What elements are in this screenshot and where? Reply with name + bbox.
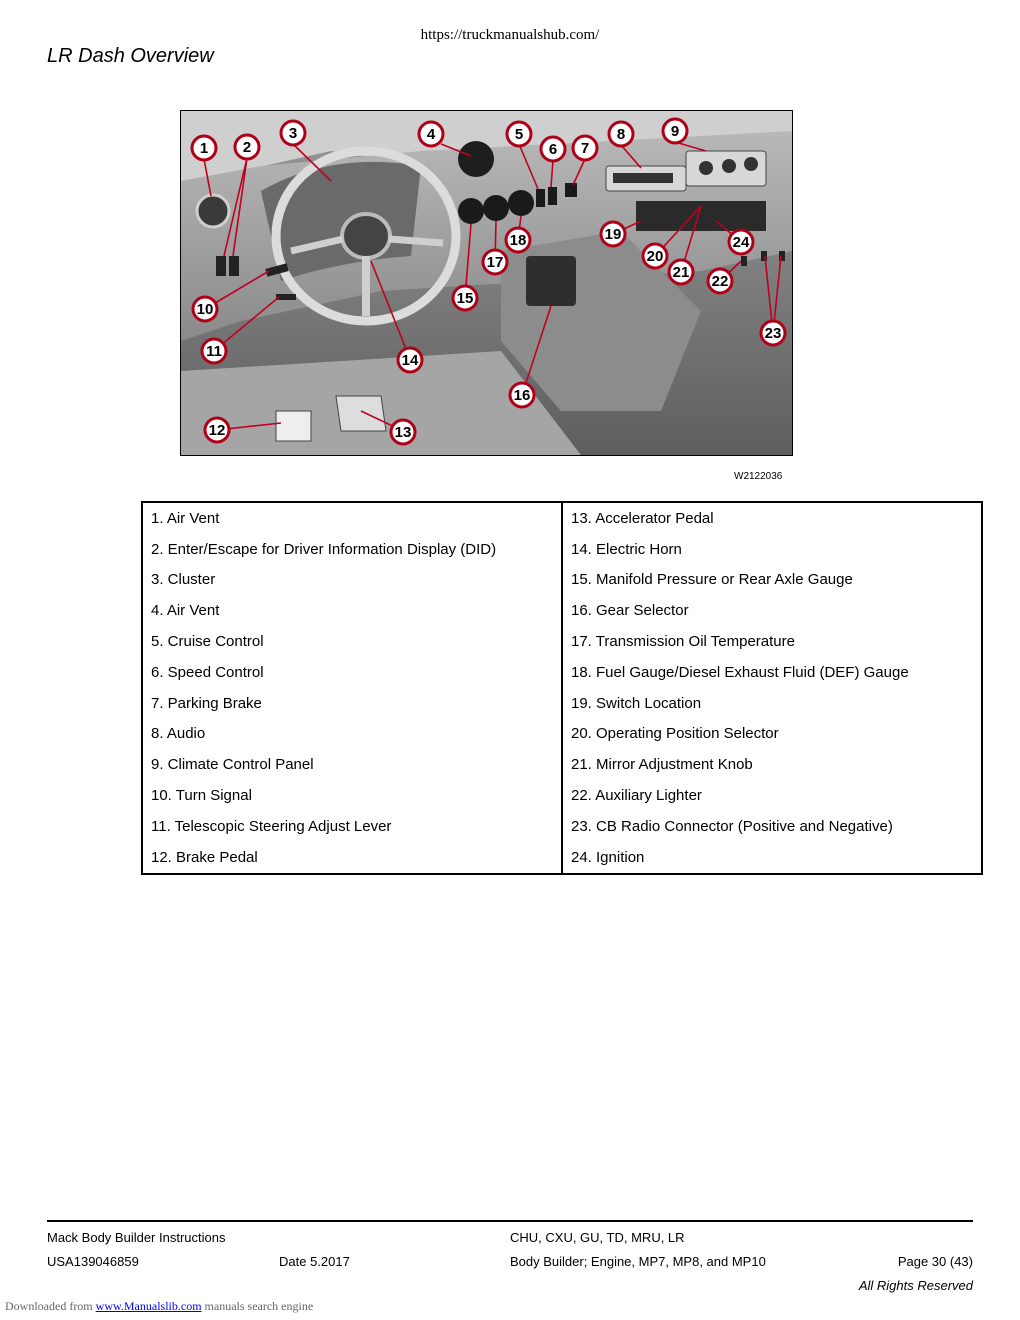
callout-20 xyxy=(643,244,667,268)
callout-9 xyxy=(663,119,687,143)
callout-4 xyxy=(419,122,443,146)
callout-5 xyxy=(507,122,531,146)
callout-8 xyxy=(609,122,633,146)
table-row xyxy=(142,719,982,750)
legend-item: 20. Operating Position Selector xyxy=(562,719,982,750)
svg-text:12: 12 xyxy=(208,422,226,439)
callout-13 xyxy=(391,420,415,444)
callout-19 xyxy=(601,222,625,246)
svg-text:14: 14 xyxy=(401,352,419,369)
svg-text:13: 13 xyxy=(394,424,412,441)
callout-22 xyxy=(708,269,732,293)
legend-item: 10. Turn Signal xyxy=(142,780,562,811)
legend-item: 14. Electric Horn xyxy=(562,534,982,565)
footer-rights: All Rights Reserved xyxy=(858,1278,973,1293)
svg-text:5: 5 xyxy=(514,126,524,143)
legend-item: 2. Enter/Escape for Driver Information Display (DID) xyxy=(142,534,562,565)
svg-text:15: 15 xyxy=(456,290,474,307)
manualslib-link[interactable]: www.Manualslib.com xyxy=(95,1299,202,1313)
legend-item: 23. CB Radio Connector (Positive and Negative) xyxy=(562,811,982,842)
table-row xyxy=(142,842,982,874)
callout-7 xyxy=(573,136,597,160)
svg-text:18: 18 xyxy=(509,232,527,249)
legend-item: 9. Climate Control Panel xyxy=(142,749,562,780)
figure-id: W2122036 xyxy=(734,471,783,482)
download-note xyxy=(5,1299,313,1314)
svg-text:8: 8 xyxy=(616,126,626,143)
legend-item: 21. Mirror Adjustment Knob xyxy=(562,749,982,780)
download-prefix: Downloaded from xyxy=(5,1299,96,1313)
footer-subject: Body Builder; Engine, MP7, MP8, and MP10 xyxy=(510,1254,766,1269)
source-url[interactable]: https://truckmanualshub.com/ xyxy=(420,27,600,43)
legend-table xyxy=(141,501,983,875)
callout-1 xyxy=(192,136,216,160)
footer-date: Date 5.2017 xyxy=(279,1254,350,1269)
callout-11 xyxy=(202,339,226,363)
svg-text:16: 16 xyxy=(513,387,531,404)
legend-item: 8. Audio xyxy=(142,719,562,750)
callout-23 xyxy=(761,321,785,345)
table-row xyxy=(142,502,982,534)
svg-text:19: 19 xyxy=(604,226,622,243)
legend-item: 3. Cluster xyxy=(142,565,562,596)
svg-text:2: 2 xyxy=(242,139,252,156)
table-row xyxy=(142,749,982,780)
table-row xyxy=(142,657,982,688)
callout-3 xyxy=(281,121,305,145)
table-row xyxy=(142,565,982,596)
legend-item: 15. Manifold Pressure or Rear Axle Gauge xyxy=(562,565,982,596)
callout-14 xyxy=(398,348,422,372)
svg-text:4: 4 xyxy=(426,126,436,143)
svg-text:1: 1 xyxy=(199,140,209,157)
legend-item: 19. Switch Location xyxy=(562,688,982,719)
svg-text:6: 6 xyxy=(548,141,558,158)
svg-text:22: 22 xyxy=(711,273,729,290)
callout-17 xyxy=(483,250,507,274)
legend-item: 4. Air Vent xyxy=(142,595,562,626)
svg-text:9: 9 xyxy=(670,123,680,140)
legend-item: 24. Ignition xyxy=(562,842,982,874)
dash-illustration xyxy=(180,110,793,456)
callout-18 xyxy=(506,228,530,252)
legend-item: 7. Parking Brake xyxy=(142,688,562,719)
callout-2 xyxy=(235,135,259,159)
footer-doc-number: USA139046859 xyxy=(47,1254,139,1269)
svg-text:17: 17 xyxy=(486,254,504,271)
legend-item: 6. Speed Control xyxy=(142,657,562,688)
footer-models: CHU, CXU, GU, TD, MRU, LR xyxy=(510,1230,685,1245)
svg-text:21: 21 xyxy=(672,264,690,281)
table-row xyxy=(142,780,982,811)
svg-text:24: 24 xyxy=(732,234,750,251)
footer-publication: Mack Body Builder Instructions xyxy=(47,1230,226,1245)
callout-12 xyxy=(205,418,229,442)
legend-item: 22. Auxiliary Lighter xyxy=(562,780,982,811)
svg-text:7: 7 xyxy=(580,140,590,157)
footer-divider xyxy=(47,1220,973,1222)
callout-10 xyxy=(193,297,217,321)
table-row xyxy=(142,688,982,719)
callout-24 xyxy=(729,230,753,254)
callout-16 xyxy=(510,383,534,407)
callout-6 xyxy=(541,137,565,161)
svg-text:3: 3 xyxy=(288,125,298,142)
callout-21 xyxy=(669,260,693,284)
legend-item: 16. Gear Selector xyxy=(562,595,982,626)
legend-item: 18. Fuel Gauge/Diesel Exhaust Fluid (DEF) Gauge xyxy=(562,657,982,688)
page-title: LR Dash Overview xyxy=(47,45,214,67)
download-suffix: manuals search engine xyxy=(201,1299,314,1313)
dash-drawing xyxy=(181,111,792,455)
footer-page: Page 30 (43) xyxy=(897,1254,973,1269)
table-row xyxy=(142,626,982,657)
svg-text:20: 20 xyxy=(646,248,664,265)
table-row xyxy=(142,534,982,565)
table-row xyxy=(142,811,982,842)
legend-item: 11. Telescopic Steering Adjust Lever xyxy=(142,811,562,842)
legend-item: 5. Cruise Control xyxy=(142,626,562,657)
table-row xyxy=(142,595,982,626)
svg-text:10: 10 xyxy=(196,301,214,318)
svg-text:11: 11 xyxy=(206,343,222,360)
legend-item: 1. Air Vent xyxy=(142,502,562,534)
callout-15 xyxy=(453,286,477,310)
svg-text:23: 23 xyxy=(764,325,782,342)
legend-item: 13. Accelerator Pedal xyxy=(562,502,982,534)
legend-item: 12. Brake Pedal xyxy=(142,842,562,874)
legend-item: 17. Transmission Oil Temperature xyxy=(562,626,982,657)
